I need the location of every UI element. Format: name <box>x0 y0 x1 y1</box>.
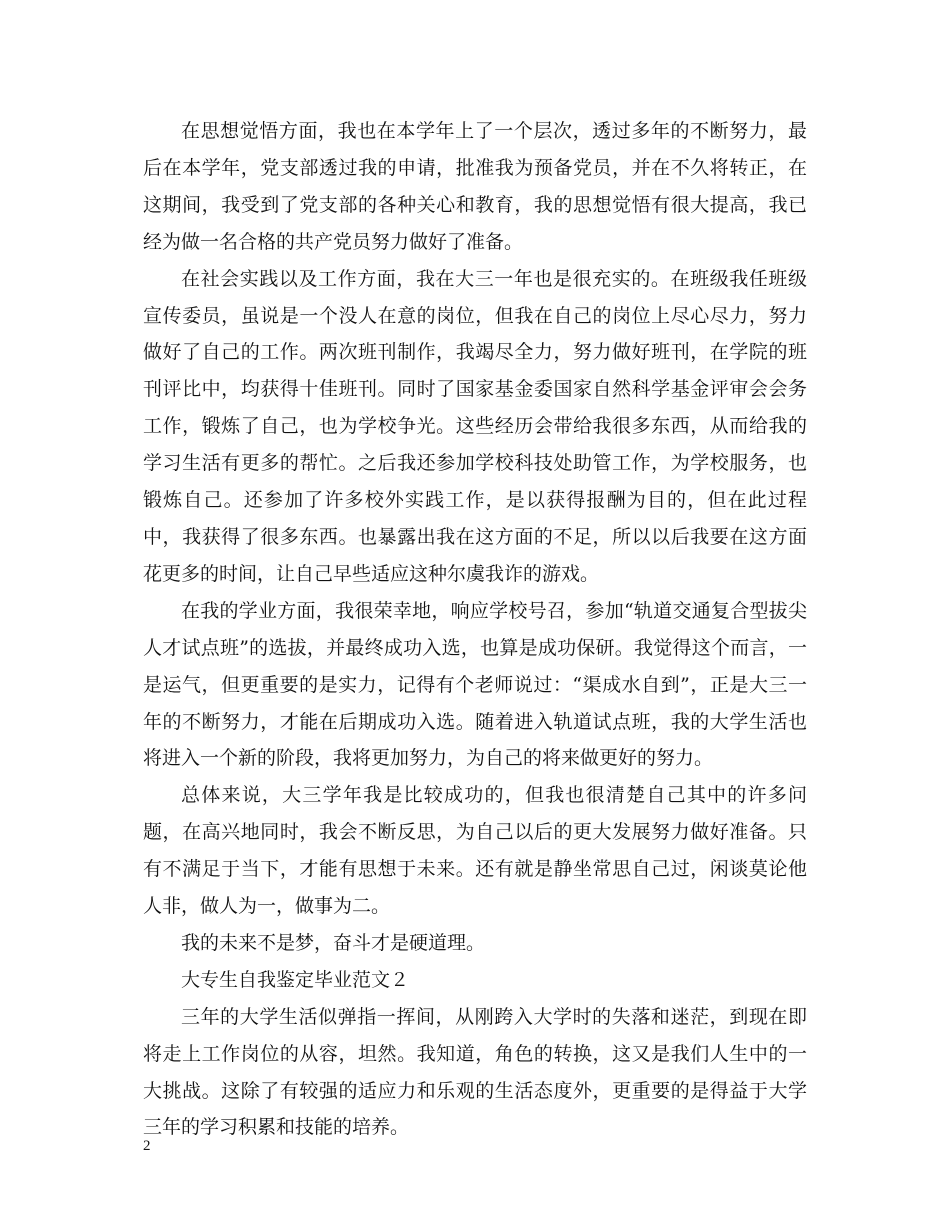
paragraph-academics: 在我的学业方面，我很荣幸地，响应学校号召，参加“轨道交通复合型拔尖人才试点班”的选拔，并最终成功入选，也算是成功保研。我觉得这个而言，一是运气，但更重要的是实力，记得有个老师说过：“渠成水自到”，正是大三一年的不断努力，才能在后期成功入选。随着进入轨道试点班，我的大学生活也将进入一个新的阶段，我将更加努力，为自己的将来做更好的努力。 <box>143 599 807 770</box>
paragraph-ideology: 在思想觉悟方面，我也在本学年上了一个层次，透过多年的不断努力，最后在本学年，党支部透过我的申请，批准我为预备党员，并在不久将转正，在这期间，我受到了党支部的各种关心和教育，我的思想觉悟有很大提高，我已经为做一名合格的共产党员努力做好了准备。 <box>143 120 807 253</box>
paragraph-summary: 总体来说，大三学年我是比较成功的，但我也很清楚自己其中的许多问题，在高兴地同时，我会不断反思，为自己以后的更大发展努力做好准备。只有不满足于当下，才能有思想于未来。还有就是静坐常思自己过，闲谈莫论他人非，做人为一，做事为二。 <box>143 784 807 918</box>
page-number: 2 <box>143 1138 151 1154</box>
document-body <box>143 113 807 1146</box>
paragraph-social-practice: 在社会实践以及工作方面，我在大三一年也是很充实的。在班级我任班级宣传委员，虽说是一个没人在意的岗位，但我在自己的岗位上尽心尽力，努力做好了自己的工作。两次班刊制作，我竭尽全力，努力做好班刊，在学院的班刊评比中，均获得十佳班刊。同时了国家基金委国家自然科学基金评审会会务工作，锻炼了自己，也为学校争光。这些经历会带给我很多东西，从而给我的学习生活有更多的帮忙。之后我还参加学校科技处助管工作，为学校服务，也锻炼自己。还参加了许多校外实践工作，是以获得报酬为目的，但在此过程中，我获得了很多东西。也暴露出我在这方面的不足，所以以后我要在这方面花更多的时间，让自己早些适应这种尔虞我诈的游戏。 <box>143 267 807 585</box>
paragraph-motto: 我的未来不是梦，奋斗才是硬道理。 <box>181 931 486 954</box>
section-heading: 大专生自我鉴定毕业范文２ <box>181 968 410 991</box>
paragraph-college-life: 三年的大学生活似弹指一挥间，从刚跨入大学时的失落和迷茫，到现在即将走上工作岗位的从容，坦然。我知道，角色的转换，这又是我们人生中的一大挑战。这除了有较强的适应力和乐观的生活态度外，更重要的是得益于大学三年的学习积累和技能的培养。 <box>143 1005 807 1139</box>
